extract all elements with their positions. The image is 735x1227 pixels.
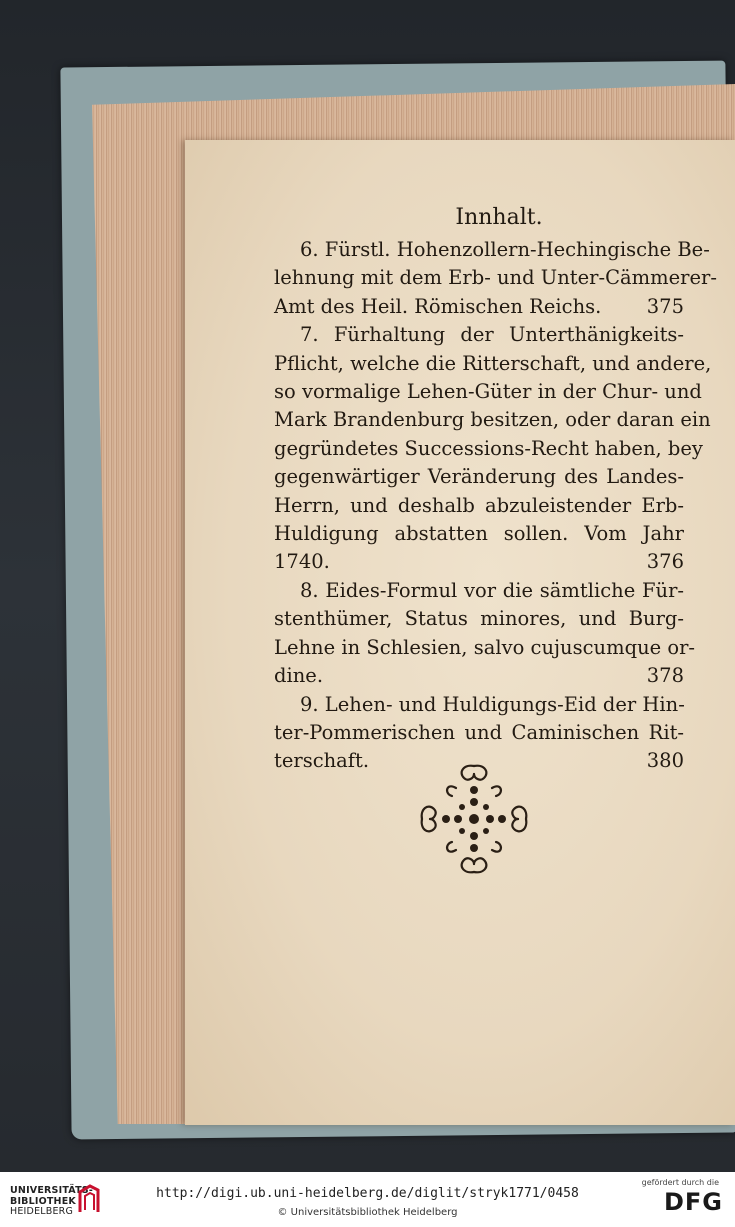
ornament-icon bbox=[416, 760, 532, 878]
toc-line: 8. Eides-Formul vor die sämtliche Für- bbox=[300, 578, 684, 602]
toc-line: 6. Fürstl. Hohenzollern-Hechingische Be- bbox=[300, 238, 710, 261]
toc-line: gegenwärtiger Veränderung des Landes- bbox=[274, 465, 684, 489]
logo-line-2: BIBLIOTHEK bbox=[10, 1195, 76, 1207]
page-heading: Innhalt. bbox=[455, 205, 543, 230]
toc-page-number: 378 bbox=[646, 664, 684, 688]
toc-entry-text: terschaft. bbox=[274, 749, 370, 773]
toc-page-number: 380 bbox=[646, 749, 684, 773]
toc-line: gegründetes Successions-Recht haben, bey bbox=[274, 436, 703, 460]
toc-line: Huldigung abstatten sollen. Vom Jahr bbox=[274, 522, 684, 546]
permalink-url[interactable]: http://digi.ub.uni-heidelberg.de/diglit/stryk1771/0458 bbox=[156, 1186, 579, 1201]
toc-entry-text: Amt des Heil. Römischen Reichs. bbox=[274, 294, 602, 318]
toc-entry-text: dine. bbox=[274, 664, 324, 688]
toc-line: stenthümer, Status minores, und Burg- bbox=[274, 607, 684, 631]
toc-line: Pflicht, welche die Ritterschaft, und andere, bbox=[274, 351, 712, 375]
dfg-caption: gefördert durch die bbox=[641, 1178, 719, 1187]
toc-line: ter-Pommerischen und Caminischen Rit- bbox=[274, 720, 684, 744]
page-text bbox=[274, 205, 717, 776]
toc-line bbox=[274, 293, 684, 321]
logo-line-1: UNIVERSITÄTS- bbox=[10, 1185, 93, 1196]
toc-page-number: 376 bbox=[646, 550, 684, 574]
viewer-footer bbox=[0, 1172, 735, 1227]
toc-line: Herrn, und deshalb abzuleistender Erb- bbox=[274, 493, 684, 517]
toc-entry-text: 1740. bbox=[274, 550, 330, 574]
logo-line-3: HEIDELBERG bbox=[10, 1206, 74, 1217]
toc-line bbox=[274, 662, 684, 690]
toc-line: 7. Fürhaltung der Unterthänigkeits- bbox=[300, 323, 684, 347]
toc-lines bbox=[274, 236, 717, 776]
toc-line: Mark Brandenburg besitzen, oder daran ein bbox=[274, 408, 711, 432]
toc-line: 9. Lehen- und Huldigungs-Eid der Hin- bbox=[300, 692, 685, 716]
toc-line bbox=[274, 548, 684, 576]
toc-line: Lehne in Schlesien, salvo cujuscumque or- bbox=[274, 635, 696, 659]
toc-page-number: 375 bbox=[646, 294, 684, 318]
toc-line: so vormalige Lehen-Güter in der Chur- und bbox=[274, 380, 702, 404]
dfg-logo: DFG bbox=[663, 1188, 723, 1216]
toc-line: lehnung mit dem Erb- und Unter-Cämmerer- bbox=[274, 266, 717, 290]
copyright-notice: © Universitätsbibliothek Heidelberg bbox=[277, 1207, 458, 1218]
